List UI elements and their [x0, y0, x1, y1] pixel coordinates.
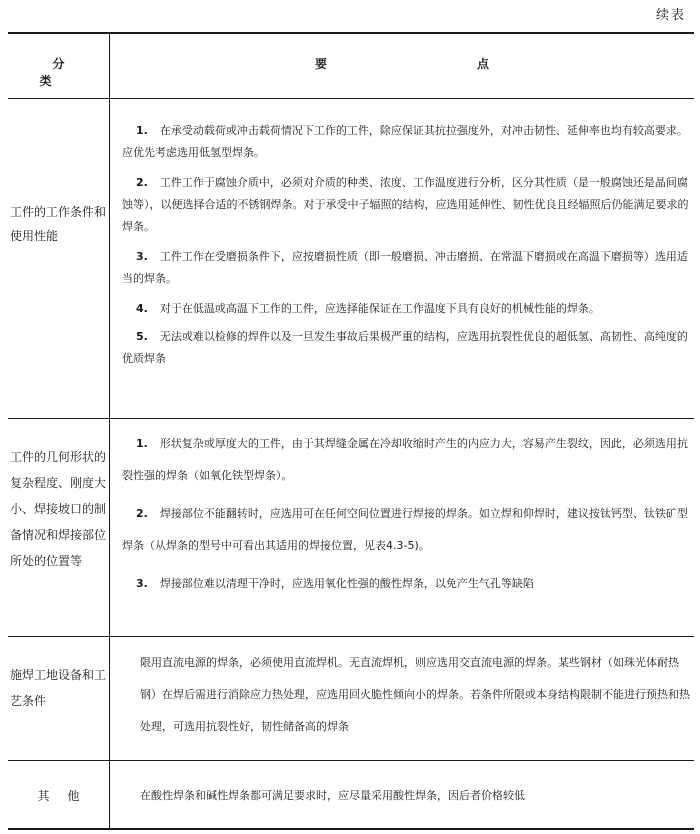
item-number: 4.	[136, 302, 148, 315]
table-top-rule	[8, 32, 694, 34]
continued-label: 续表	[655, 8, 686, 23]
item-text: 工件工作在受磨损条件下，应按磨损性质（即一般磨损、冲击磨损、在常温下磨损或在高温下磨损等）选用适当的焊条。	[122, 250, 688, 285]
item-text: 形状复杂或厚度大的工件，由于其焊缝金属在冷却收缩时产生的内应力大，容易产生裂纹，因此，必须选用抗裂性强的焊条（如氧化铁型焊条）。	[122, 437, 688, 482]
row1-bottom-rule	[8, 418, 694, 419]
row4-points: 在酸性焊条和碱性焊条都可满足要求时，应尽量采用酸性焊条，因后者价格较低	[140, 789, 525, 802]
list-item	[122, 298, 694, 320]
row3-bottom-rule	[8, 760, 694, 761]
item-number: 3.	[136, 250, 148, 263]
item-text: 工件工作于腐蚀介质中，必须对介质的种类、浓度、工作温度进行分析，区分其性质（是一般腐蚀还是晶间腐蚀等），以便选择合适的不锈钢焊条。对于承受中子辐照的结构，应选用延伸性、韧性优良且经辐照后仍能满足要求的焊条。	[122, 176, 689, 233]
row2-points	[122, 428, 694, 600]
item-number: 2.	[136, 176, 148, 189]
item-text: 焊接部位不能翻转时，应选用可在任何空间位置进行焊接的焊条。如立焊和仰焊时，建议按钛钙型、钛铁矿型焊条（从焊条的型号中可看出其适用的焊接位置，见表4.3-5)。	[122, 507, 688, 552]
row2-category: 工件的几何形状的复杂程度、刚度大小、焊接坡口的制备情况和焊接部位所处的位置等	[10, 450, 107, 568]
item-text: 对于在低温或高温下工作的工件，应选择能保证在工作温度下具有良好的机械性能的焊条。	[159, 302, 600, 315]
item-text: 焊接部位难以清理干净时，应选用氧化性强的酸性焊条，以免产生气孔等缺陷	[159, 577, 534, 590]
list-item	[122, 172, 694, 238]
list-item	[122, 246, 694, 290]
item-number: 1.	[136, 437, 148, 450]
table-bottom-rule	[8, 828, 694, 830]
item-number: 5.	[136, 330, 148, 343]
row4-category: 其他	[37, 789, 98, 803]
header-bottom-rule	[8, 98, 694, 99]
item-number: 1.	[136, 124, 148, 137]
row3-points: 限用直流电源的焊条，必须使用直流焊机。无直流焊机，则应选用交直流电源的焊条。某些钢材（如珠光体耐热钢）在焊后需进行消除应力热处理，应选用回火脆性倾向小的焊条。若条件所限或本身结构限制不能进行预热和热处理，可选用抗裂性好，韧性储备高的焊条	[140, 656, 690, 733]
list-item	[122, 326, 694, 370]
row2-bottom-rule	[8, 636, 694, 637]
list-item	[122, 120, 694, 164]
list-item	[122, 568, 694, 600]
item-number: 3.	[136, 577, 148, 590]
item-text: 无法或难以检修的焊件以及一旦发生事故后果极严重的结构，应选用抗裂性优良的超低氢、高韧性、高纯度的优质焊条	[122, 330, 688, 365]
header-points: 要点	[314, 57, 639, 71]
header-category: 分类	[39, 57, 91, 88]
list-item	[122, 428, 694, 492]
column-divider	[109, 32, 110, 830]
item-text: 在承受动载荷或冲击载荷情况下工作的工件，除应保证其抗拉强度外，对冲击韧性、延伸率也均有较高要求。应优先考虑选用低氢型焊条。	[122, 124, 688, 159]
row1-points	[122, 120, 694, 370]
row3-category: 施焊工地设备和工艺条件	[10, 668, 107, 708]
row1-category: 工件的工作条件和使用性能	[10, 205, 107, 243]
item-number: 2.	[136, 507, 148, 520]
list-item	[122, 498, 694, 562]
